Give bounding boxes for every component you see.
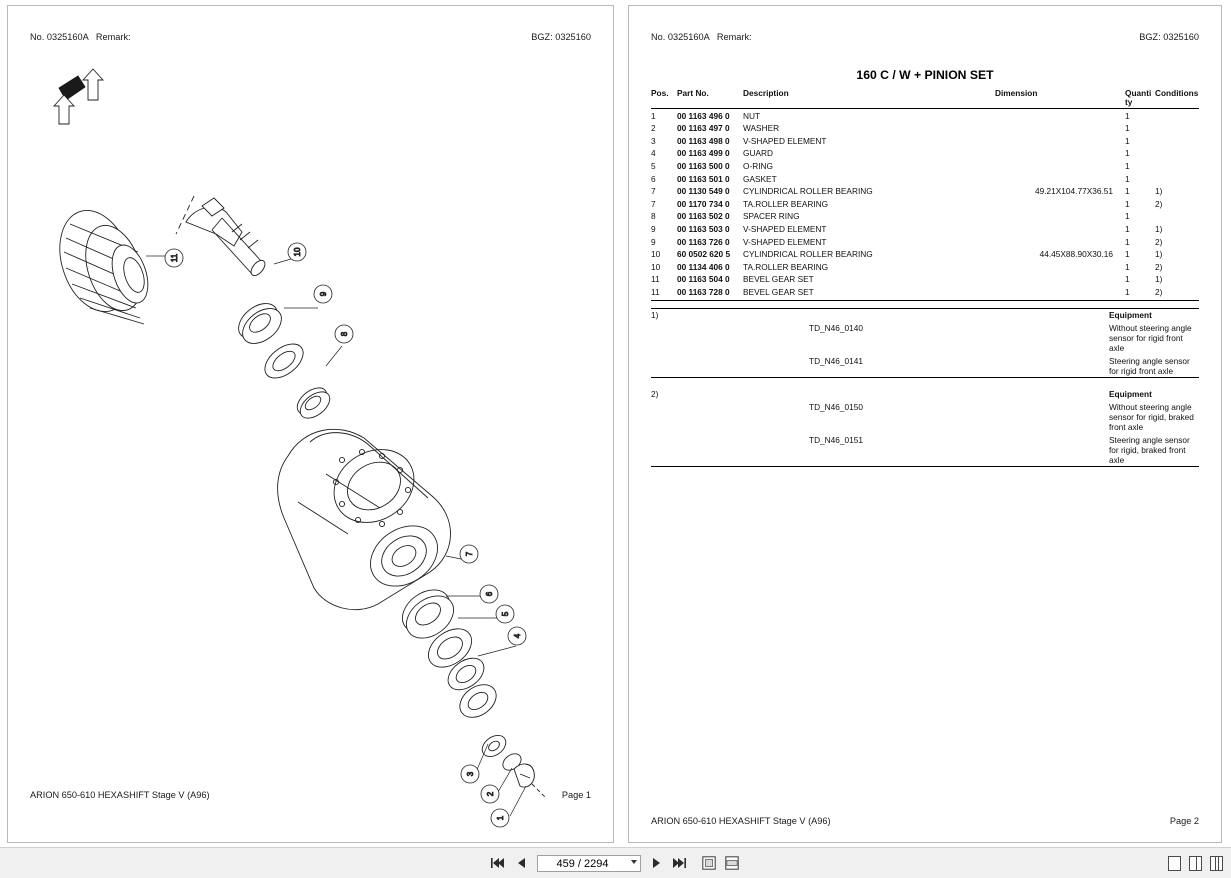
svg-text:11: 11 xyxy=(170,253,179,263)
page-title: 160 C / W + PINION SET xyxy=(856,68,994,82)
cell-description: V-SHAPED ELEMENT xyxy=(743,236,827,247)
th-pos: Pos. xyxy=(651,88,677,109)
multi-page-view-icon[interactable] xyxy=(1210,856,1223,871)
conditions-code: TD_N46_0140 xyxy=(809,322,863,333)
conditions-title: Equipment xyxy=(1109,310,1152,320)
cell-quantity: 1 xyxy=(1125,148,1130,159)
page-header-right xyxy=(629,32,1221,42)
cell-description: TA.ROLLER BEARING xyxy=(743,198,829,209)
spacer-ring xyxy=(292,383,334,424)
cell-conditions: 1) xyxy=(1155,186,1163,197)
conditions-entry-row xyxy=(651,401,1199,434)
rule xyxy=(651,301,1199,309)
cell-part-no: 00 1163 504 0 xyxy=(677,274,730,285)
cell-description: WASHER xyxy=(743,123,780,134)
cell-description: CYLINDRICAL ROLLER BEARING xyxy=(743,249,873,260)
cell-quantity: 1 xyxy=(1125,224,1130,235)
table-row xyxy=(651,248,1199,261)
cell-pos: 8 xyxy=(651,211,656,222)
document-page-left[interactable] xyxy=(7,5,614,843)
fit-page-icon[interactable] xyxy=(702,855,718,871)
cell-dimension: 44.45X88.90X30.16 xyxy=(1039,249,1113,260)
cell-dimension xyxy=(995,235,1125,248)
cell-pos: 1 xyxy=(651,110,656,121)
table-row xyxy=(651,198,1199,211)
cell-conditions xyxy=(1155,109,1199,122)
cell-quantity: 1 xyxy=(1125,135,1130,146)
cell-part-no: 00 1163 728 0 xyxy=(677,287,730,298)
conditions-marker: 1) xyxy=(651,310,659,320)
fit-width-icon[interactable] xyxy=(725,855,741,871)
cell-dimension xyxy=(995,122,1125,135)
cell-pos: 6 xyxy=(651,173,656,184)
cell-quantity: 1 xyxy=(1125,211,1130,222)
cell-pos: 5 xyxy=(651,161,656,172)
cell-pos: 2 xyxy=(651,123,656,134)
cell-part-no: 00 1163 501 0 xyxy=(677,173,730,184)
cell-conditions: 2) xyxy=(1155,261,1163,272)
footer-page-number: Page 1 xyxy=(561,790,591,800)
cell-pos: 3 xyxy=(651,135,656,146)
conditions-marker: 2) xyxy=(651,389,659,400)
page-number-field-wrap xyxy=(537,854,641,873)
svg-text:6: 6 xyxy=(485,591,494,597)
cell-quantity: 1 xyxy=(1125,236,1130,247)
v-shaped-element-upper xyxy=(259,337,310,385)
cell-part-no: 00 1163 500 0 xyxy=(677,161,730,172)
cell-pos: 7 xyxy=(651,198,656,209)
view-direction-symbols xyxy=(54,69,103,124)
cell-dimension xyxy=(995,109,1125,122)
page-number-input[interactable] xyxy=(537,855,641,872)
cell-pos: 9 xyxy=(651,236,656,247)
cell-conditions: 1) xyxy=(1155,249,1163,260)
cell-description: CYLINDRICAL ROLLER BEARING xyxy=(743,186,873,197)
cell-pos: 7 xyxy=(651,186,656,197)
cell-description: GUARD xyxy=(743,148,773,159)
table-row xyxy=(651,223,1199,236)
parts-table xyxy=(651,88,1199,309)
page-header-left xyxy=(8,32,613,42)
cell-part-no: 00 1163 503 0 xyxy=(677,224,730,235)
header-bgz-number: BGZ: 0325160 xyxy=(531,32,591,42)
cell-description: GASKET xyxy=(743,173,777,184)
cell-conditions: 1) xyxy=(1155,224,1163,235)
th-description: Description xyxy=(743,88,995,109)
svg-text:10: 10 xyxy=(293,247,302,257)
table-row xyxy=(651,122,1199,135)
table-row xyxy=(651,210,1199,223)
document-page-right[interactable] xyxy=(628,5,1222,843)
cell-quantity: 1 xyxy=(1125,261,1130,272)
cell-conditions xyxy=(1155,122,1199,135)
cell-part-no: 00 1163 498 0 xyxy=(677,135,730,146)
svg-text:3: 3 xyxy=(466,771,475,777)
cell-part-no: 00 1163 726 0 xyxy=(677,236,730,247)
cell-conditions xyxy=(1155,210,1199,223)
cell-conditions: 1) xyxy=(1155,274,1163,285)
footer-page-number: Page 2 xyxy=(1169,816,1199,826)
conditions-header-row xyxy=(651,309,1199,322)
cell-dimension xyxy=(995,198,1125,211)
cell-quantity: 1 xyxy=(1125,123,1130,134)
cell-conditions xyxy=(1155,135,1199,148)
conditions-text: Steering angle sensor for rigid, braked front axle xyxy=(1109,433,1199,466)
conditions-code: TD_N46_0151 xyxy=(651,433,1109,466)
footer-model-name: ARION 650-610 HEXASHIFT Stage V (A96) xyxy=(651,816,831,826)
footer-model-name: ARION 650-610 HEXASHIFT Stage V (A96) xyxy=(30,790,210,800)
table-bottom-rule xyxy=(651,301,1199,309)
svg-text:5: 5 xyxy=(501,611,510,617)
conditions-code: TD_N46_0150 xyxy=(809,401,863,412)
cell-description: TA.ROLLER BEARING xyxy=(743,261,829,272)
table-row xyxy=(651,109,1199,122)
conditions-entry-row xyxy=(651,433,1199,466)
header-document-number: No. 0325160A Remark: xyxy=(651,32,752,42)
table-row xyxy=(651,160,1199,173)
conditions-table xyxy=(651,309,1199,467)
conditions-block xyxy=(651,309,1199,467)
cell-pos: 10 xyxy=(651,261,661,272)
first-page-icon[interactable] xyxy=(491,855,507,871)
cell-dimension xyxy=(995,261,1125,274)
cell-description: O-RING xyxy=(743,161,773,172)
axle-housing xyxy=(278,429,451,609)
cell-conditions xyxy=(1155,172,1199,185)
table-row xyxy=(651,135,1199,148)
cell-part-no: 00 1170 734 0 xyxy=(677,198,730,209)
view-mode-group xyxy=(1168,856,1223,871)
cell-dimension xyxy=(995,286,1125,301)
cell-part-no: 00 1163 502 0 xyxy=(677,211,730,222)
cell-description: NUT xyxy=(743,110,761,121)
th-conditions: Conditions xyxy=(1155,88,1199,109)
conditions-header-row xyxy=(651,388,1199,401)
cell-dimension xyxy=(995,223,1125,236)
cell-quantity: 1 xyxy=(1125,249,1130,260)
viewer-toolbar xyxy=(0,847,1231,878)
table-row xyxy=(651,172,1199,185)
two-page-view-icon[interactable] xyxy=(1189,856,1202,871)
cell-conditions: 2) xyxy=(1155,236,1163,247)
cell-pos: 10 xyxy=(651,249,661,260)
cell-conditions xyxy=(1155,147,1199,160)
bearing-upper xyxy=(232,296,288,350)
cell-pos: 11 xyxy=(651,287,660,298)
cell-dimension xyxy=(995,210,1125,223)
last-page-icon[interactable] xyxy=(671,855,687,871)
cell-dimension xyxy=(995,160,1125,173)
conditions-text: Steering angle sensor for rigid front axle xyxy=(1109,354,1199,377)
cell-description: V-SHAPED ELEMENT xyxy=(743,135,827,146)
svg-text:4: 4 xyxy=(513,633,522,639)
cell-dimension xyxy=(995,273,1125,286)
svg-text:7: 7 xyxy=(465,551,474,557)
cell-quantity: 1 xyxy=(1125,161,1130,172)
th-dimension: Dimension xyxy=(995,88,1125,109)
table-row xyxy=(651,273,1199,286)
page-footer-left xyxy=(8,790,613,800)
cell-conditions xyxy=(1155,160,1199,173)
cell-quantity: 1 xyxy=(1125,274,1130,285)
spacer xyxy=(651,377,1199,387)
table-row xyxy=(651,261,1199,274)
cell-part-no: 00 1163 496 0 xyxy=(677,110,730,121)
single-page-view-icon[interactable] xyxy=(1168,856,1181,871)
cell-quantity: 1 xyxy=(1125,173,1130,184)
cell-description: BEVEL GEAR SET xyxy=(743,274,814,285)
th-quantity: Quanti ty xyxy=(1125,88,1155,109)
parts-table-head xyxy=(651,88,1199,109)
cell-conditions: 2) xyxy=(1155,287,1163,298)
table-row xyxy=(651,286,1199,301)
cell-conditions: 2) xyxy=(1155,198,1163,209)
cell-quantity: 1 xyxy=(1125,198,1130,209)
conditions-title: Equipment xyxy=(1109,389,1152,400)
conditions-text: Without steering angle sensor for rigid, braked front axle xyxy=(1109,401,1194,432)
cell-description: SPACER RING xyxy=(743,211,800,222)
cell-quantity: 1 xyxy=(1125,110,1130,121)
cell-pos: 11 xyxy=(651,274,660,285)
cell-part-no: 00 1130 549 0 xyxy=(677,186,730,197)
svg-text:8: 8 xyxy=(340,331,349,337)
cell-quantity: 1 xyxy=(1125,287,1130,298)
cell-dimension: 49.21X104.77X36.51 xyxy=(1035,186,1113,197)
cell-pos: 9 xyxy=(651,224,656,235)
cell-part-no: 00 1134 406 0 xyxy=(677,261,730,272)
cell-dimension xyxy=(995,135,1125,148)
conditions-entry-row xyxy=(651,354,1199,377)
header-document-number: No. 0325160A Remark: xyxy=(30,32,131,42)
table-header-row xyxy=(651,88,1199,109)
conditions-code: TD_N46_0141 xyxy=(651,354,1109,377)
cell-part-no: 60 0502 620 5 xyxy=(677,249,731,260)
svg-text:9: 9 xyxy=(319,291,328,297)
svg-text:2: 2 xyxy=(486,791,495,797)
cell-quantity: 1 xyxy=(1125,186,1130,197)
cell-dimension xyxy=(995,172,1125,185)
cell-description: V-SHAPED ELEMENT xyxy=(743,224,827,235)
table-row xyxy=(651,185,1199,198)
page-navigation-group xyxy=(491,854,741,873)
conditions-spacer xyxy=(651,377,1199,387)
cell-dimension xyxy=(995,147,1125,160)
conditions-text: Without steering angle sensor for rigid front axle xyxy=(1109,322,1192,353)
svg-text:1: 1 xyxy=(496,815,505,821)
cell-part-no: 00 1163 497 0 xyxy=(677,123,730,134)
conditions-entry-row xyxy=(651,321,1199,354)
previous-page-icon[interactable] xyxy=(514,855,530,871)
cell-description: BEVEL GEAR SET xyxy=(743,287,814,298)
table-row xyxy=(651,235,1199,248)
parts-table-wrap xyxy=(651,88,1199,467)
crown-wheel xyxy=(48,201,155,324)
page-footer-right xyxy=(629,816,1221,826)
parts-table-body xyxy=(651,109,1199,308)
pinion-shaft xyxy=(176,196,268,278)
cell-part-no: 00 1163 499 0 xyxy=(677,148,730,159)
next-page-icon[interactable] xyxy=(648,855,664,871)
table-row xyxy=(651,147,1199,160)
th-part-no: Part No. xyxy=(677,88,743,109)
header-bgz-number: BGZ: 0325160 xyxy=(1139,32,1199,42)
cell-pos: 4 xyxy=(651,148,656,159)
